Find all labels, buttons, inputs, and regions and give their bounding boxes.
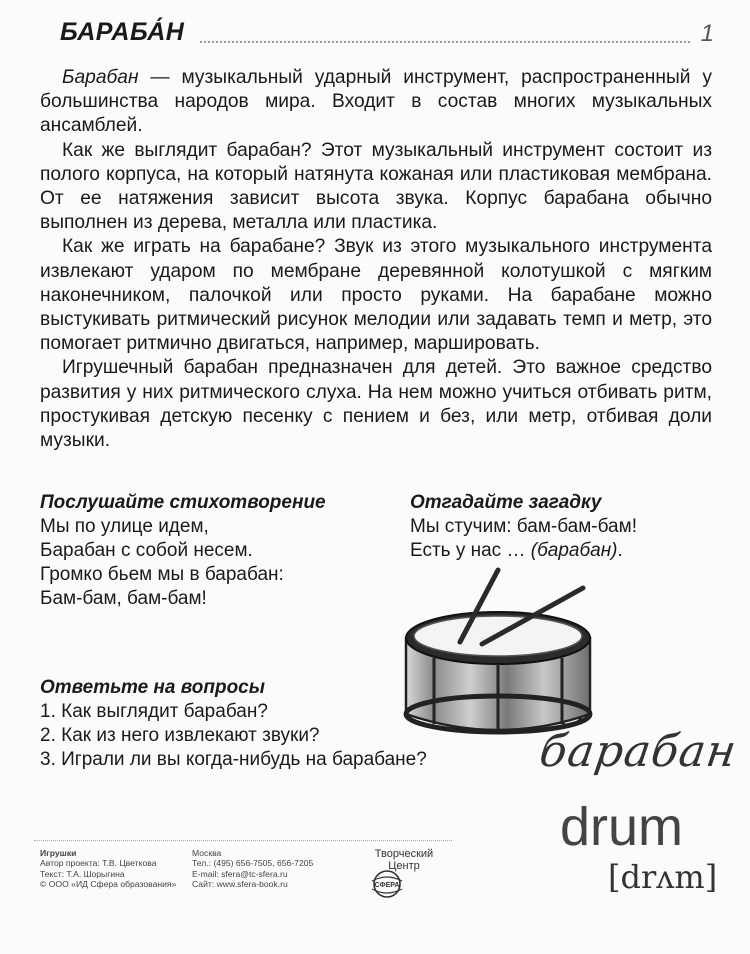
english-word: drum: [560, 797, 684, 857]
poem-line: Бам-бам, бам-бам!: [40, 588, 207, 609]
drum-illustration: [398, 560, 598, 750]
riddle-line-2-end: .: [617, 540, 623, 561]
footer-phone: Тел.: (495) 656-7505, 656-7205: [192, 858, 314, 869]
term: Барабан: [62, 67, 139, 88]
poem-section: [40, 491, 326, 611]
publisher-line-1: Творческий: [374, 848, 434, 860]
paragraph-1: [40, 66, 712, 139]
page-header: [60, 18, 720, 50]
question-item: 1. Как выглядит барабан?: [40, 701, 268, 722]
footer-email: E-mail: sfera@tc-sfera.ru: [192, 868, 288, 879]
paragraph-3: Как же играть на барабане? Звук из этого музыкального инструмента извлекают ударом по мембране деревянной колотушкой с мягким наконечником, палочкой или просто руками. На барабане можно выстукивать ритмический рисунок мелодии или задавать темп и метр, это помогает ритмично двигаться, например, маршировать.: [40, 236, 712, 355]
transcription: [drʌm]: [608, 858, 718, 896]
footer-city: Москва: [192, 848, 222, 858]
page-title: БАРАБА́Н: [60, 18, 185, 46]
question-item: 3. Играли ли вы когда-нибудь на барабане?: [40, 749, 427, 770]
riddle-answer: (барабан): [530, 540, 618, 561]
footer-credit-line: Автор проекта: Т.В. Цветкова: [40, 858, 157, 869]
publisher-logo-word: СФЕРА: [374, 882, 400, 889]
publisher-logo-icon: [367, 869, 407, 899]
footer-series: Игрушки: [40, 848, 77, 858]
question-item: 2. Как из него извлекают звуки?: [40, 725, 320, 746]
title-leader-dots: [200, 41, 690, 43]
footer-credit-line: © ООО «ИД Сфера образования»: [40, 879, 177, 890]
cursive-word: барабан: [536, 726, 741, 777]
questions-heading: Ответьте на вопросы: [40, 677, 265, 698]
paragraph-4: Игрушечный барабан предназначен для детей. Это важное средство развития у них ритмического слуха. На нем можно учиться отбивать ритм, простукивая детскую песенку с пением и без, или метр, отбивая доли музыки.: [40, 357, 712, 452]
footer-credits: [40, 848, 176, 890]
riddle-line-2-text: Есть у нас …: [410, 540, 531, 561]
riddle-section: [410, 491, 637, 563]
riddle-line-1: Мы стучим: бам-бам-бам!: [410, 516, 637, 537]
poem-line: Мы по улице идем,: [40, 516, 209, 537]
footer-credit-line: Текст: Т.А. Шорыгина: [40, 868, 125, 879]
riddle-heading: Отгадайте загадку: [410, 492, 602, 513]
footer-contacts: [192, 848, 313, 890]
footer-divider: [34, 840, 452, 841]
article-body: [40, 66, 712, 453]
questions-section: [40, 676, 427, 772]
paragraph-2: Как же выглядит барабан? Этот музыкальный инструмент состоит из полого корпуса, на который натянута кожаная или пластиковая мембрана. От ее натяжения зависит высота звука. Корпус барабана обычно выполнен из дерева, металла или пластика.: [40, 139, 712, 234]
paragraph-1-text: — музыкальный ударный инструмент, распространенный у большинства народов мира. Входит в состав многих музыкальных ансамблей.: [40, 67, 712, 137]
page-number: 1: [700, 20, 714, 47]
poem-line: Барабан с собой несем.: [40, 540, 253, 561]
poem-heading: Послушайте стихотворение: [40, 492, 326, 513]
footer-website: Сайт: www.sfera-book.ru: [192, 879, 288, 890]
publisher-line-2: Центр: [388, 860, 420, 872]
poem-line: Громко бьем мы в барабан:: [40, 564, 284, 585]
